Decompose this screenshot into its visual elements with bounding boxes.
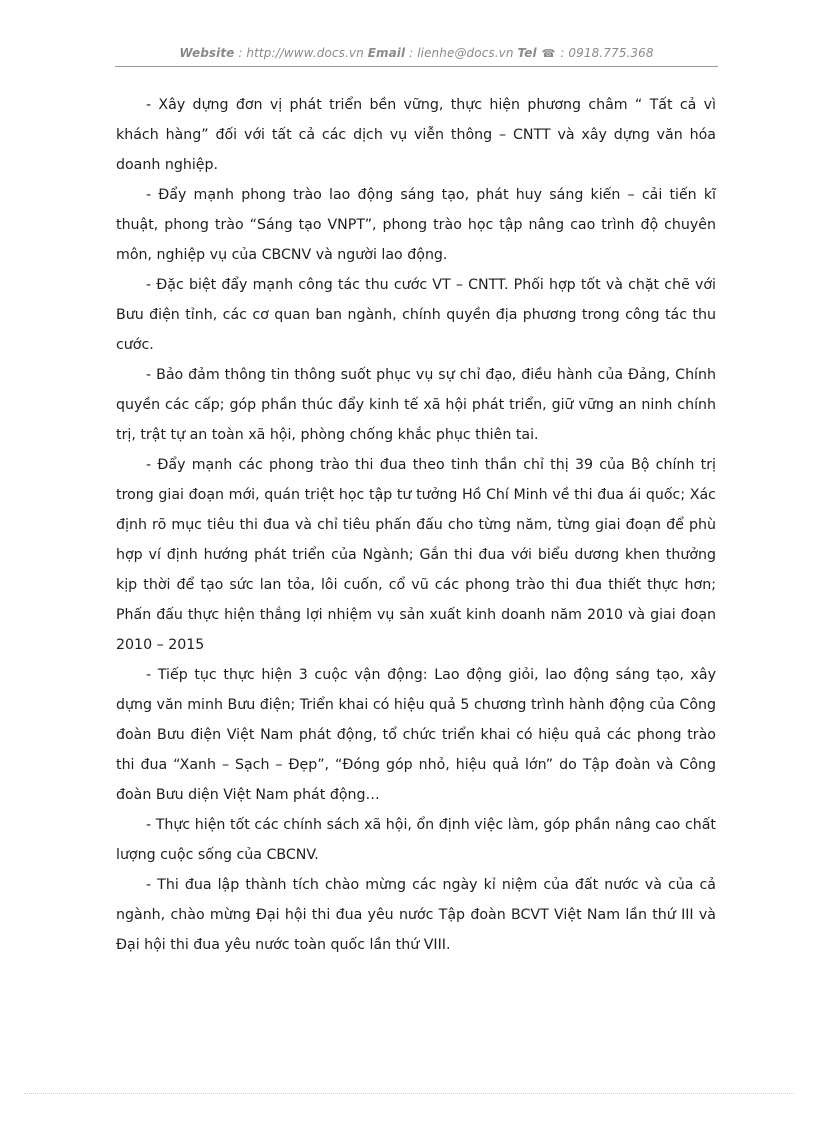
paragraph: - Thi đua lập thành tích chào mừng các ngày kỉ niệm của đất nước và của cả ngành, chào mừng Đại hội thi đua yêu nước Tập đoàn BCVT Việt Nam lần thứ III và Đại hội thi đua yêu nước toàn quốc lần thứ VIII. [116, 877, 716, 953]
page-header [115, 46, 718, 60]
paragraph: - Bảo đảm thông tin thông suốt phục vụ sự chỉ đạo, điều hành của Đảng, Chính quyền các cấp; góp phần thúc đẩy kinh tế xã hội phát triển, giữ vững an ninh chính trị, trật tự an toàn xã hội, phòng chống khắc phục thiên tai. [116, 367, 716, 443]
document-body [116, 90, 716, 960]
paragraph: - Đặc biệt đẩy mạnh công tác thu cước VT – CNTT. Phối hợp tốt và chặt chẽ với Bưu điện tỉnh, các cơ quan ban ngành, chính quyền địa phương trong công tác thu cước. [116, 277, 716, 353]
header-divider [115, 66, 718, 67]
phone-icon: ☎ [541, 47, 556, 60]
paragraph: - Thực hiện tốt các chính sách xã hội, ổn định việc làm, góp phần nâng cao chất lượng cuộc sống của CBCNV. [116, 817, 716, 863]
paragraph: - Đẩy mạnh các phong trào thi đua theo tinh thần chỉ thị 39 của Bộ chính trị trong giai đoạn mới, quán triệt học tập tư tưởng Hồ Chí Minh về thi đua ái quốc; Xác định rõ mục tiêu thi đua và chỉ tiêu phấn đấu cho từng năm, từng giai đoạn để phù hợp ví định hướng phát triển của Ngành; Gắn thi đua với biểu dương khen thưởng kịp thời để tạo sức lan tỏa, lôi cuốn, cổ vũ các phong trào thi đua thiết thực hơn; Phấn đấu thực hiện thắng lợi nhiệm vụ sản xuất kinh doanh năm 2010 và giai đoạn 2010 – 2015 [116, 457, 716, 653]
email-label: Email [367, 46, 406, 60]
email-address[interactable]: : lienhe@docs.vn [405, 46, 518, 60]
tel-number: : 0918.775.368 [556, 46, 654, 60]
website-label: Website [179, 46, 235, 60]
website-url[interactable]: : http://www.docs.vn [234, 46, 368, 60]
paragraph: - Xây dựng đơn vị phát triển bền vững, thực hiện phương châm “ Tất cả vì khách hàng” đối với tất cả các dịch vụ viễn thông – CNTT và xây dựng văn hóa doanh nghiệp. [116, 97, 716, 173]
footer-divider [24, 1093, 794, 1094]
paragraph: - Tiếp tục thực hiện 3 cuộc vận động: Lao động giỏi, lao động sáng tạo, xây dựng văn minh Bưu điện; Triển khai có hiệu quả 5 chương trình hành động của Công đoàn Bưu điện Việt Nam phát động, tổ chức triển khai có hiệu quả các phong trào thi đua “Xanh – Sạch – Đẹp”, “Đóng góp nhỏ, hiệu quả lớn” do Tập đoàn và Công đoàn Bưu diện Việt Nam phát động… [116, 667, 716, 803]
paragraph: - Đẩy mạnh phong trào lao động sáng tạo, phát huy sáng kiến – cải tiến kĩ thuật, phong trào “Sáng tạo VNPT”, phong trào học tập nâng cao trình độ chuyên môn, nghiệp vụ của CBCNV và người lao động. [116, 187, 716, 263]
tel-label: Tel [517, 46, 537, 60]
